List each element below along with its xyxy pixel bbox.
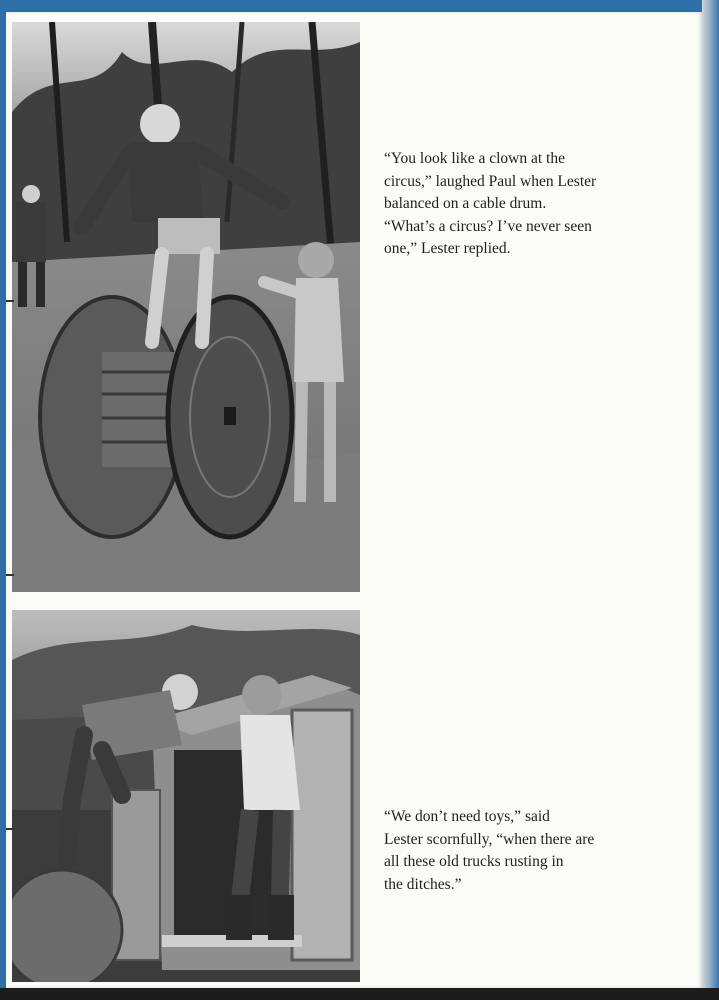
photo-boys-old-truck — [12, 610, 360, 982]
photo-old-truck-image — [12, 610, 360, 982]
binding-staple — [6, 300, 14, 302]
caption-top-line: one,” Lester replied. — [384, 240, 511, 257]
caption-top-line: balanced on a cable drum. — [384, 195, 547, 212]
caption-bottom-line: the ditches.” — [384, 875, 462, 893]
binding-staple — [6, 828, 14, 830]
photo-boys-cable-drum — [12, 22, 360, 592]
binding-staple — [6, 574, 14, 576]
page-bottom-edge — [0, 988, 719, 1000]
page-edge — [702, 0, 719, 1000]
caption-bottom-line: all these old trucks rusting in — [384, 853, 564, 870]
caption-top-line: “What’s a circus? I’ve never seen — [384, 217, 592, 235]
photo-cable-drum-image — [12, 22, 360, 592]
caption-top-line: “You look like a clown at the — [384, 150, 565, 167]
caption-bottom — [384, 806, 684, 896]
caption-bottom-line: Lester scornfully, “when there are — [384, 830, 595, 848]
caption-bottom-line: “We don’t need toys,” said — [384, 808, 550, 825]
caption-top-line: circus,” laughed Paul when Lester — [384, 172, 597, 190]
caption-top — [384, 148, 684, 261]
